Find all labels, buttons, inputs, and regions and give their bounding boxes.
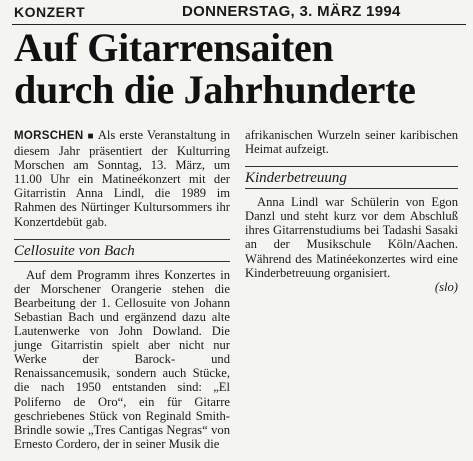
square-bullet-icon: ■ xyxy=(87,131,95,142)
body-paragraph-program-continued: afrikanischen Wurzeln seiner karibischen Heimat aufzeigt. xyxy=(245,128,458,157)
location-dateline: MORSCHEN xyxy=(14,130,84,142)
headline-line-2: durch die Jahrhunderte xyxy=(14,67,416,112)
intro-paragraph xyxy=(14,128,230,229)
body-paragraph-program: Auf dem Programm ihres Konzertes in der Morschener Orangerie stehen die Bearbeitung der 1. Cellosuite von Johann Sebastian Bach und ergänzend dazu alte Lautenwerke von John Dowland. Die junge Gitarristin spielt aber nicht nur Werke der Barock- und Renaissancemusik, sondern auch Stücke, die nach 1950 entstanden sind: „El Poliferno de Oro“, ein für Gitarre geschriebenes Stück von Reginald Smith-Brindle sowie „Tres Cantigas Negras“ von Ernesto Cordero, der in seiner Musik die xyxy=(14,267,230,451)
subheading-kinderbetreuung: Kinderbetreuung xyxy=(245,166,458,189)
intro-text: Als erste Veranstaltung in diesem Jahr präsentiert der Kulturring Morschen am Sonntag, 13. März, um 11.00 Uhr ein Matineékonzert mit der Gitarristin Anna Lindl, die 1989 im Rahmen des Nürtinger Kultursommers ihr Konzertdebüt gab. xyxy=(14,128,230,229)
headline-line-1: Auf Gitarrensaiten xyxy=(14,25,334,70)
subheading-cellosuite: Cellosuite von Bach xyxy=(14,239,230,262)
body-paragraph-bio: Anna Lindl war Schülerin von Egon Danzl und steht kurz vor dem Abschluß ihres Gitarrenstudiums bei Tadashi Sasaki an der Musikschule Köln/Aachen. Während des Matinéekonzertes wird eine Kinderbetreuung organisiert. xyxy=(245,195,458,280)
section-rubric: KONZERT xyxy=(14,4,86,20)
dateline: DONNERSTAG, 3. MÄRZ 1994 xyxy=(182,3,401,20)
article-column-left xyxy=(14,128,230,451)
headline xyxy=(14,27,464,111)
article-column-right xyxy=(245,128,458,294)
author-signature: (slo) xyxy=(434,279,458,294)
